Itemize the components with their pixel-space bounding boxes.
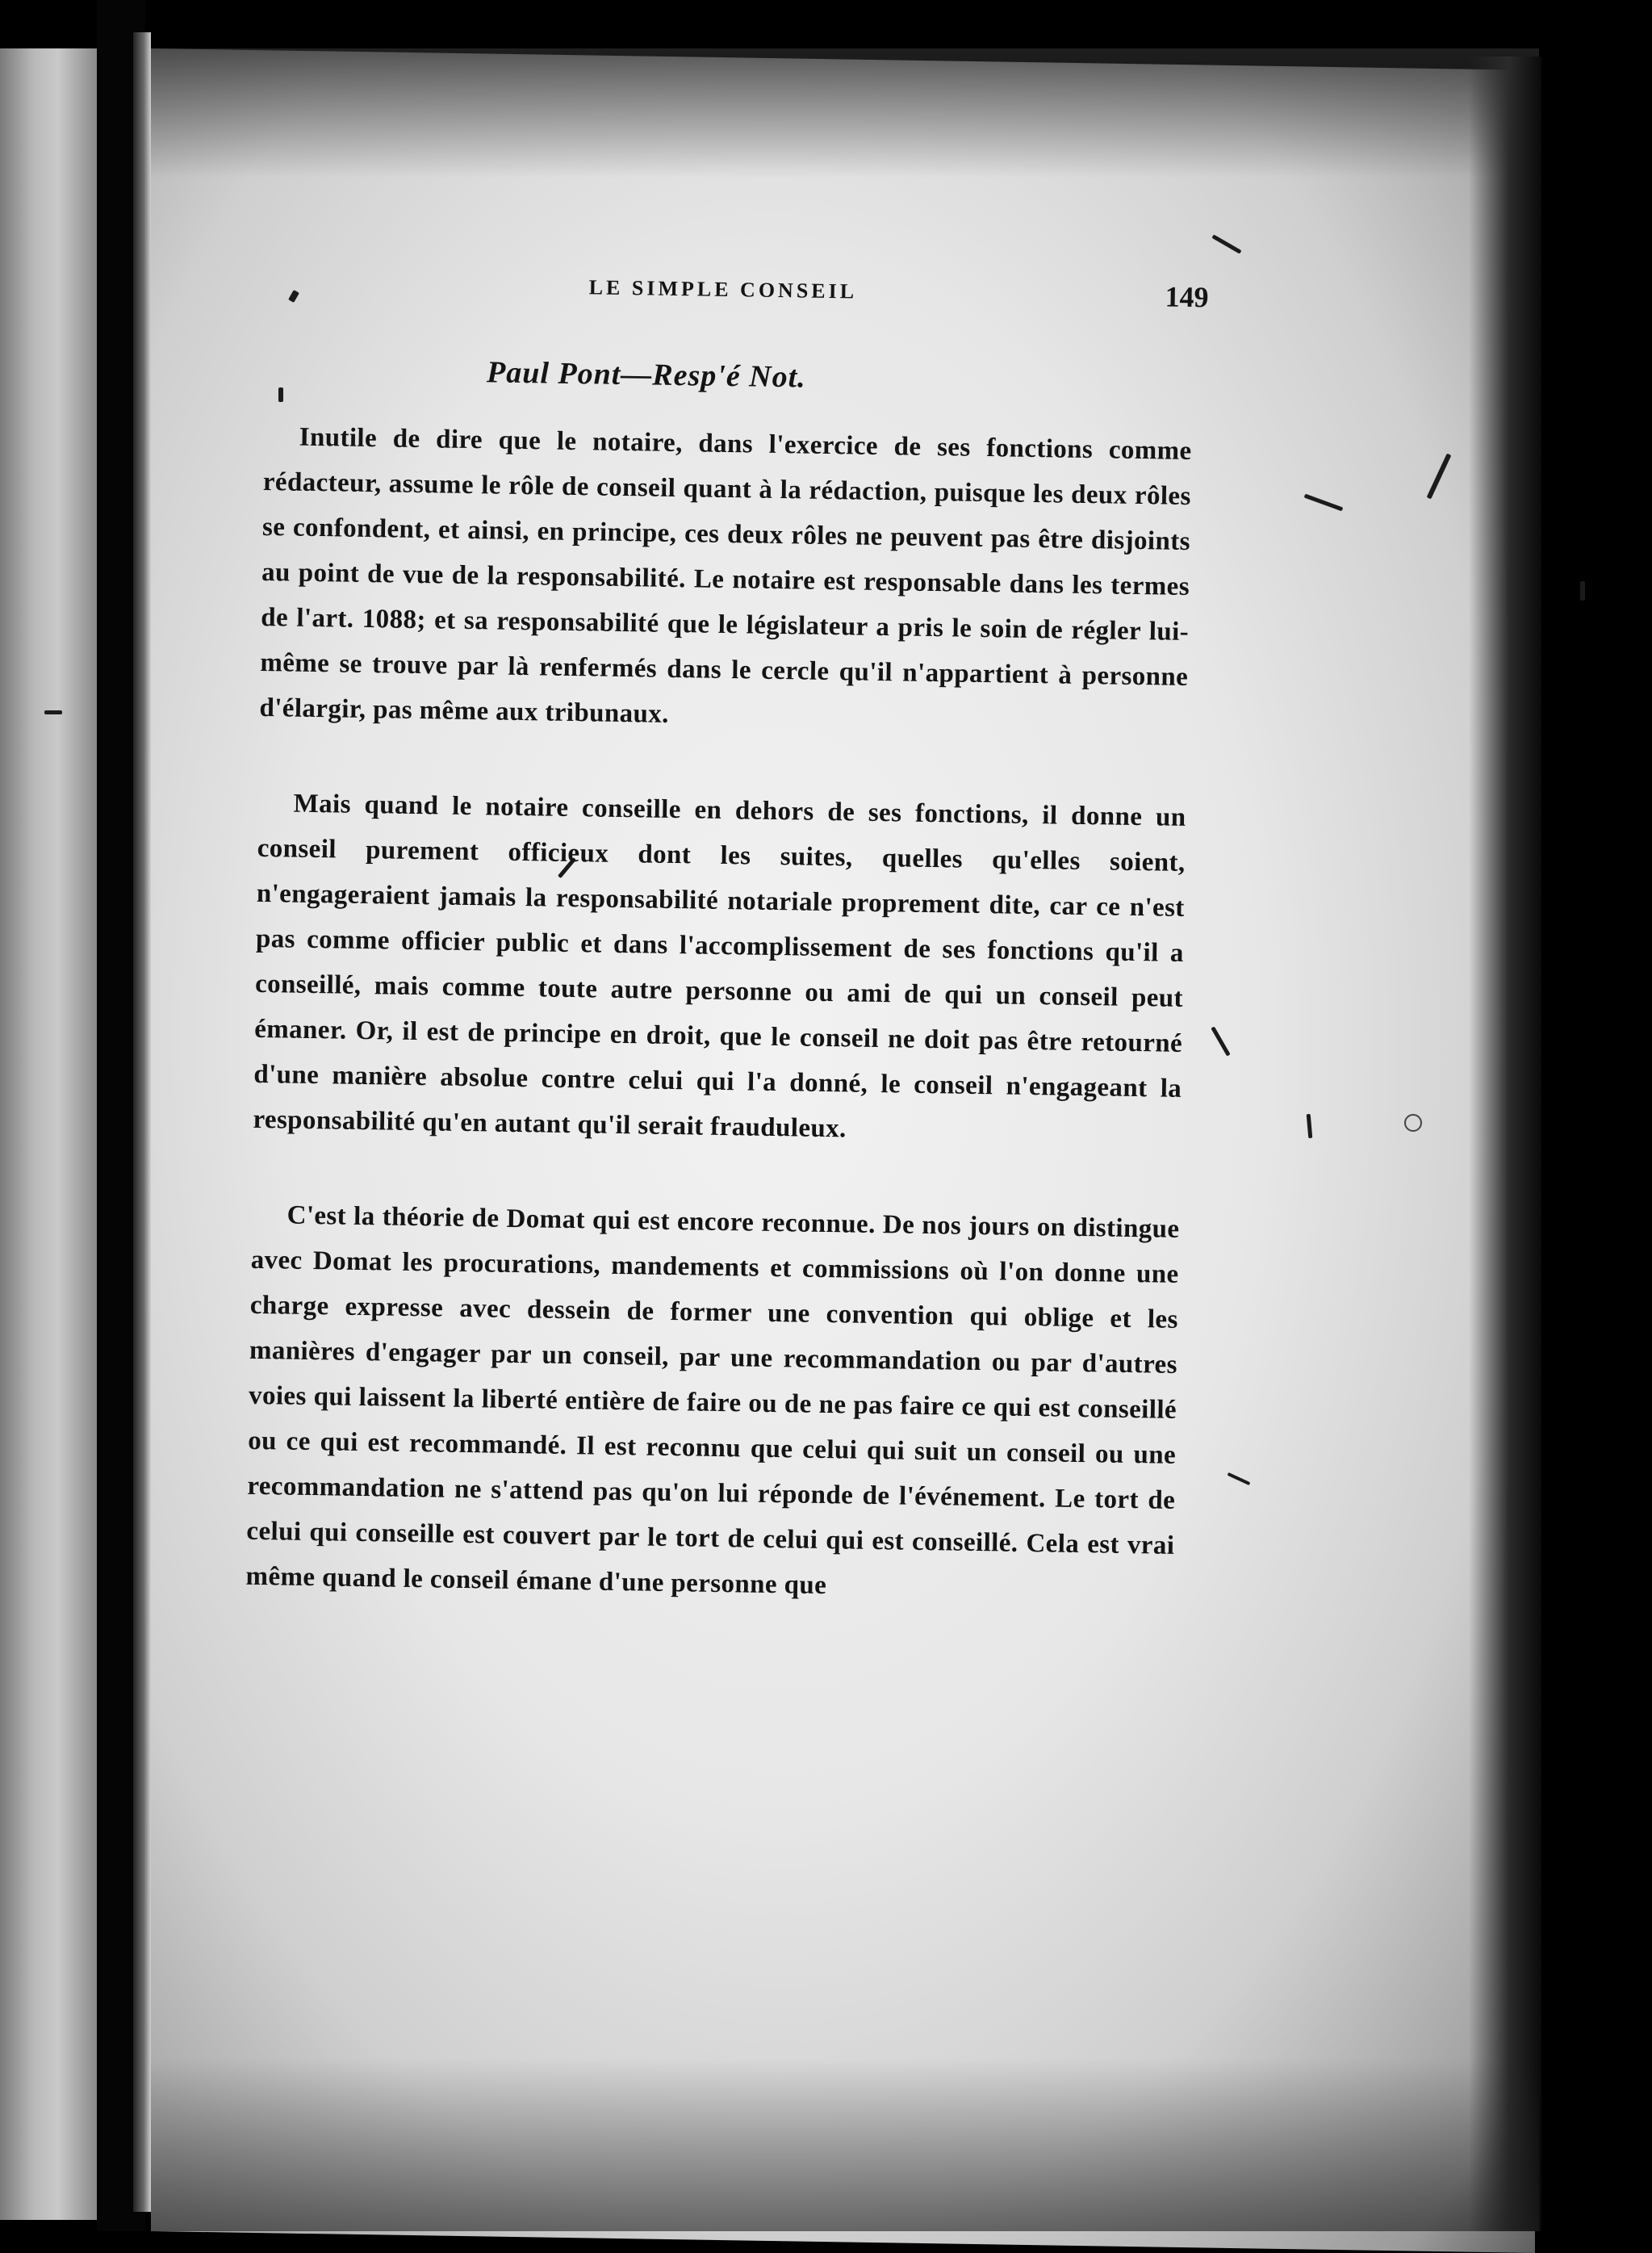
running-title: LE SIMPLE CONSEIL [588,275,858,304]
page-number: 149 [1165,280,1209,314]
page-content [245,270,1209,1614]
paragraph: C'est la théorie de Domat qui est encore reconnue. De nos jours on distingue avec Domat les procurations, mandements et commissions où l'on donne une charge expresse avec dessein de former une convention qui oblige et les manières d'engager par un conseil, par une recommandation ou par d'autres voies qui laissent la liberté entière de faire ou de ne pas faire ce qui est conseillé ou ce qui est recommandé. Il est reconnu que celui qui suit un conseil ou une recommandation ne s'attend pas qu'on lui réponde de l'événement. Le tort de celui qui conseille est couvert par le tort de celui qui est conseillé. Cela est vrai même quand le conseil émane d'une personne que [245,1200,1180,1601]
scan-speck [1404,1114,1422,1132]
paragraph: Mais quand le notaire conseille en dehors de ses fonctions, il donne un conseil purement officieux dont les suites, quelles qu'elles soient, n'engageraient jamais la responsabilité notariale proprement dite, car ce n'est pas comme officier public et dans l'accomplissement de ses fonctions qu'il a conseillé, mais comme toute autre personne ou ami de qui un conseil peut émaner. Or, il est de principe en droit, que le conseil ne doit pas être retourné d'une manière absolue contre celui qui l'a donné, le conseil n'engageant la responsabilité qu'en autant qu'il serait frauduleux. [253,789,1186,1144]
page-right-shadow [1469,57,1541,2231]
scan-speck [1580,581,1585,601]
page-top-shadow [151,48,1539,178]
left-facing-page [0,48,97,2220]
scan-speck [44,710,62,714]
page-left-edge [133,32,151,2212]
page-bottom-shadow [151,2058,1539,2231]
section-heading: Paul Pont—Resp'é Not. [486,355,807,395]
paragraph: Inutile de dire que le notaire, dans l'exercice de ses fonctions comme rédacteur, assume le rôle de conseil quant à la rédaction, puisque les deux rôles se confondent, et ainsi, en principe, ces deux rôles ne peuvent pas être disjoints au point de vue de la responsabilité. Le notaire est responsable dans les termes de l'art. 1088; et sa responsabilité que le législateur a pris le soin de régler lui-même se trouve par là renfermés dans le cercle qu'il n'appartient à personne d'élargir, pas même aux tribunaux. [259,422,1192,729]
